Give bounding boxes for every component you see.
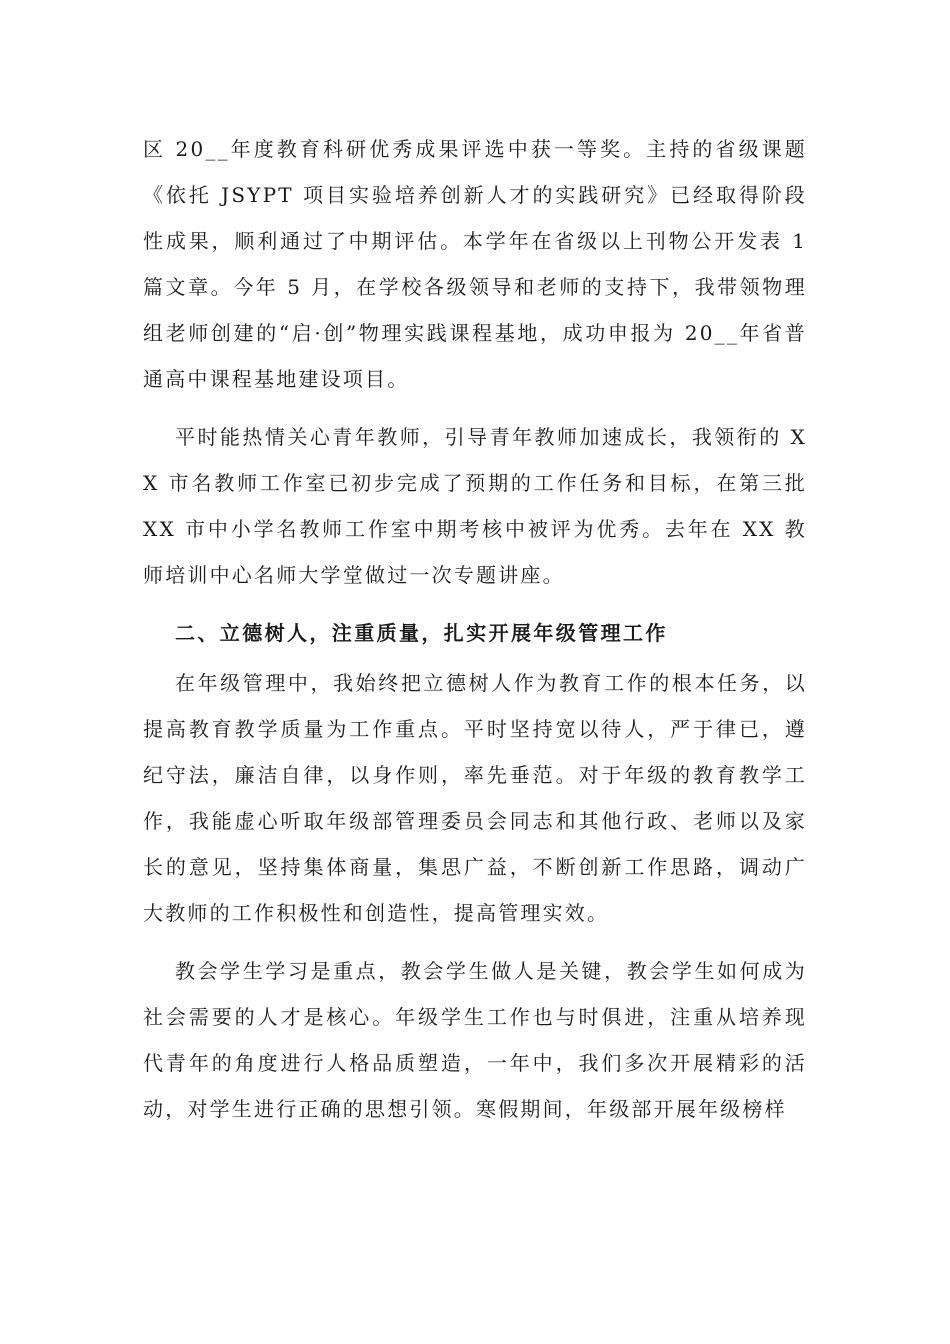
section-heading: 二、立德树人，注重质量，扎实开展年级管理工作 <box>175 621 668 645</box>
paragraph-young-teachers: 平时能热情关心青年教师，引导青年教师加速成长，我领衔的 XX 市名教师工作室已初步完成了预期的工作任务和目标，在第三批 XX 市中小学名教师工作室中期考核中被评为优秀。去年在 XX 教师培训中心名师大学堂做过一次专题讲座。 <box>143 425 807 587</box>
paragraph-research-achievements: 区 20__年度教育科研优秀成果评选中获一等奖。主持的省级课题《依托 JSYPT 项目实验培养创新人才的实践研究》已经取得阶段性成果，顺利通过了中期评估。本学年在省级以上刊物公开发表 1 篇文章。今年 5 月，在学校各级领导和老师的支持下，我带领物理组老师创建的“启·创”物理实践课程基地，成功申报为 20__年省普通高中课程基地建设项目。 <box>143 137 807 391</box>
paragraph-student-education: 教会学生学习是重点，教会学生做人是关键，教会学生如何成为社会需要的人才是核心。年级学生工作也与时俱进，注重从培养现代青年的角度进行人格品质塑造，一年中，我们多次开展精彩的活动，对学生进行正确的思想引领。寒假期间，年级部开展年级榜样 <box>143 959 807 1121</box>
document-body <box>143 126 807 1132</box>
paragraph-gap <box>143 402 807 414</box>
paragraph-grade-management: 在年级管理中，我始终把立德树人作为教育工作的根本任务，以提高教育教学质量为工作重点。平时坚持宽以待人，严于律已，遵纪守法，廉洁自律，以身作则，率先垂范。对于年级的教育教学工作，我能虚心听取年级部管理委员会同志和其他行政、老师以及家长的意见，坚持集体商量，集思广益，不断创新工作思路，调动广大教师的工作积极性和创造性，提高管理实效。 <box>143 671 807 925</box>
paragraph-gap <box>143 936 807 948</box>
paragraph-gap <box>143 598 807 610</box>
